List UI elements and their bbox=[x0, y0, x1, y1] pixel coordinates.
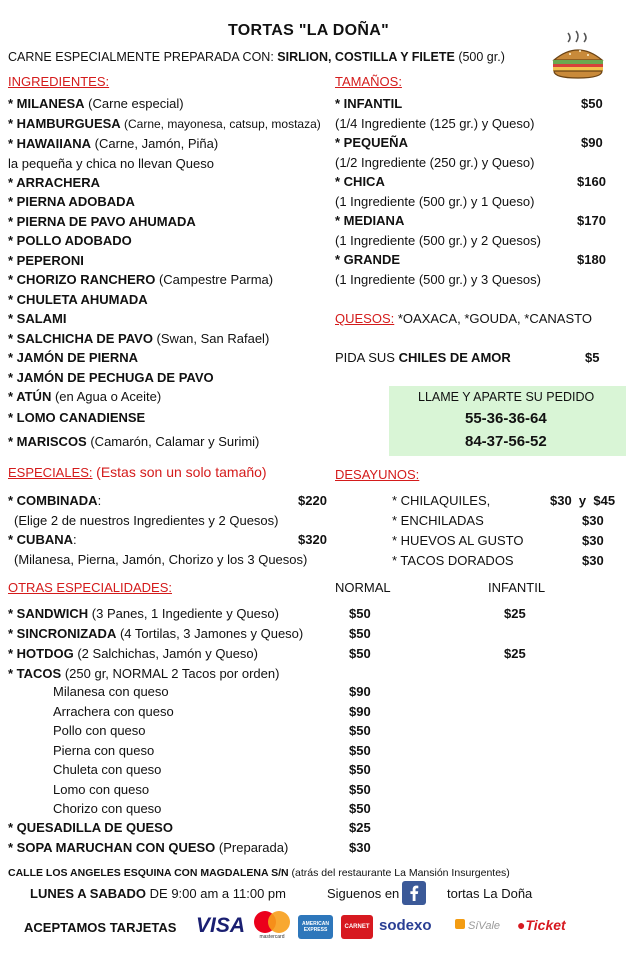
ingredient-note: (Carne, Jamón, Piña) bbox=[91, 136, 219, 151]
taco-name: Pierna con queso bbox=[53, 742, 155, 758]
size-description: (1/2 Ingrediente (250 gr.) y Queso) bbox=[335, 155, 535, 170]
otras-heading: OTRAS ESPECIALIDADES: bbox=[8, 580, 172, 595]
size-price: $180 bbox=[577, 252, 606, 267]
specialty-note: (Preparada) bbox=[215, 840, 289, 855]
breakfast-name: * ENCHILADAS bbox=[392, 513, 484, 528]
size-name: * PEQUEÑA bbox=[335, 135, 408, 150]
meat-prefix: CARNE ESPECIALMENTE PREPARADA CON: bbox=[8, 50, 278, 64]
hours-days: LUNES A SABADO bbox=[30, 886, 147, 901]
ingredient-name: * LOMO CANADIENSE bbox=[8, 410, 146, 425]
ingredientes-heading: INGREDIENTES: bbox=[8, 74, 110, 89]
specialty-name: * TACOS bbox=[8, 666, 62, 681]
ingredient-name: * JAMÓN DE PIERNA bbox=[8, 350, 139, 365]
specialty-name: * SOPA MARUCHAN CON QUESO bbox=[8, 840, 216, 855]
amex-text: AMERICAN EXPRESS bbox=[302, 921, 329, 933]
specialty-price-normal: $50 bbox=[349, 626, 371, 641]
taco-price: $50 bbox=[349, 781, 371, 797]
special-item bbox=[8, 532, 77, 547]
specialty-note: (4 Tortilas, 3 Jamones y Queso) bbox=[116, 626, 304, 641]
carnet-text: CARNET bbox=[344, 924, 370, 930]
mastercard-wordmark: mastercard bbox=[259, 934, 285, 940]
breakfast-name: * CHILAQUILES, bbox=[392, 493, 491, 508]
specialty-price-normal: $50 bbox=[349, 606, 371, 621]
especiales-heading: ESPECIALES: bbox=[8, 465, 93, 480]
ingredient-item bbox=[8, 214, 196, 229]
col-infantil-header: INFANTIL bbox=[488, 580, 546, 595]
specialty-item bbox=[8, 820, 173, 835]
taco-price: $50 bbox=[349, 801, 371, 816]
ingredient-name: * HAMBURGUESA bbox=[8, 116, 121, 131]
ingredient-note: (Campestre Parma) bbox=[155, 272, 274, 287]
special-colon: : bbox=[97, 493, 102, 508]
specialty-price-infantil: $25 bbox=[504, 606, 526, 621]
special-description: (Elige 2 de nuestros Ingredientes y 2 Quesos) bbox=[14, 513, 279, 528]
taco-name: Chuleta con queso bbox=[53, 762, 162, 777]
chiles-price: $5 bbox=[585, 350, 600, 365]
sivale-logo bbox=[455, 919, 500, 932]
ingredient-item bbox=[8, 370, 214, 385]
meat-cuts: SIRLION, COSTILLA Y FILETE bbox=[277, 50, 455, 64]
ingredient-name: * MARISCOS bbox=[8, 434, 87, 449]
special-description: (Milanesa, Pierna, Jamón, Chorizo y los 3 Quesos) bbox=[14, 552, 308, 567]
especiales-heading-line bbox=[8, 464, 267, 480]
quesos-heading: QUESOS: bbox=[335, 311, 395, 326]
specialty-item bbox=[8, 666, 279, 681]
ingredient-item bbox=[8, 175, 100, 190]
address bbox=[8, 867, 510, 879]
ingredient-name: * POLLO ADOBADO bbox=[8, 233, 132, 248]
breakfast-price: $30 bbox=[582, 553, 604, 568]
breakfast-price: $30 y $45 bbox=[550, 493, 616, 508]
ingredient-note: (Swan, San Rafael) bbox=[152, 331, 270, 346]
ingredient-name: * HAWAIIANA bbox=[8, 136, 92, 151]
cards-label: ACEPTAMOS TARJETAS bbox=[24, 920, 177, 935]
ingredient-item bbox=[8, 233, 132, 248]
size-name: * INFANTIL bbox=[335, 96, 403, 111]
size-description: (1 Ingrediente (500 gr.) y 3 Quesos) bbox=[335, 272, 541, 287]
quesos-list: *OAXACA, *GOUDA, *CANASTO bbox=[394, 311, 592, 326]
chiles-prefix: PIDA SUS bbox=[335, 350, 399, 365]
ingredient-item bbox=[8, 272, 273, 287]
ingredient-name: * JAMÓN DE PECHUGA DE PAVO bbox=[8, 370, 214, 385]
ingredient-note: (Camarón, Calamar y Surimi) bbox=[86, 434, 260, 449]
ingredient-item bbox=[8, 434, 259, 449]
size-description: (1/4 Ingrediente (125 gr.) y Queso) bbox=[335, 116, 535, 131]
special-colon: : bbox=[73, 532, 77, 547]
facebook-page-name[interactable]: tortas La Doña bbox=[447, 886, 533, 901]
special-name: * CUBANA bbox=[8, 532, 73, 547]
desayunos-heading: DESAYUNOS: bbox=[335, 467, 420, 482]
taco-name: Pollo con queso bbox=[53, 723, 146, 738]
specialty-note: (250 gr, NORMAL 2 Tacos por orden) bbox=[61, 666, 280, 681]
size-price: $170 bbox=[577, 213, 606, 228]
torta-sandwich-icon bbox=[550, 30, 606, 84]
taco-price: $50 bbox=[349, 742, 371, 758]
taco-name: Milanesa con queso bbox=[53, 684, 169, 699]
ingredient-name: * PIERNA DE PAVO AHUMADA bbox=[8, 214, 196, 229]
visa-logo: VISA bbox=[196, 914, 246, 937]
ingredient-note: (Carne, mayonesa, catsup, mostaza) bbox=[120, 117, 321, 131]
breakfast-price: $30 bbox=[582, 533, 604, 548]
specialty-name: * HOTDOG bbox=[8, 646, 74, 661]
taco-price: $50 bbox=[349, 723, 371, 738]
ingredient-name: * ARRACHERA bbox=[8, 175, 100, 190]
ingredient-item bbox=[8, 136, 218, 151]
special-price: $320 bbox=[298, 532, 327, 547]
ingredient-item bbox=[8, 194, 135, 209]
ingredient-item bbox=[8, 116, 321, 131]
ticket-dot-icon: ● bbox=[517, 917, 526, 933]
special-name: * COMBINADA bbox=[8, 493, 98, 508]
ingredient-item bbox=[8, 253, 84, 268]
ingredient-note: (Carne especial) bbox=[84, 96, 184, 111]
chiles-name: CHILES DE AMOR bbox=[398, 350, 511, 365]
facebook-icon[interactable] bbox=[402, 881, 426, 905]
quesos-line bbox=[335, 311, 592, 326]
specialty-item bbox=[8, 840, 288, 855]
specialty-name: * QUESADILLA DE QUESO bbox=[8, 820, 173, 835]
specialty-item bbox=[8, 626, 303, 641]
specialty-note: (2 Salchichas, Jamón y Queso) bbox=[73, 646, 258, 661]
chiles-line bbox=[335, 350, 511, 365]
size-description: (1 Ingrediente (500 gr.) y 1 Queso) bbox=[335, 194, 535, 209]
ticket-text: Ticket bbox=[525, 917, 566, 933]
size-price: $160 bbox=[577, 174, 606, 189]
carnet-logo bbox=[341, 915, 373, 939]
meat-weight: (500 gr.) bbox=[454, 50, 505, 64]
size-price: $50 bbox=[581, 96, 603, 111]
size-price: $90 bbox=[581, 135, 603, 150]
taco-name: Lomo con queso bbox=[53, 781, 150, 797]
address-note: (atrás del restaurante La Mansión Insurgentes) bbox=[288, 867, 510, 879]
special-item bbox=[8, 493, 101, 508]
special-price: $220 bbox=[298, 493, 327, 508]
taco-price: $50 bbox=[349, 762, 371, 777]
amex-logo bbox=[298, 915, 333, 939]
taco-price: $90 bbox=[349, 703, 371, 719]
page-title: TORTAS "LA DOÑA" bbox=[228, 22, 390, 39]
sivale-badge-icon bbox=[455, 919, 465, 929]
ingredient-item bbox=[8, 331, 269, 346]
specialty-note: (3 Panes, 1 Ingediente y Queso) bbox=[88, 606, 279, 621]
ingredient-item bbox=[8, 350, 138, 365]
specialty-name: * SANDWICH bbox=[8, 606, 89, 621]
ingredient-note: (en Agua o Aceite) bbox=[51, 389, 162, 404]
taco-name: Chorizo con queso bbox=[53, 801, 162, 816]
ticket-logo bbox=[517, 917, 566, 933]
specialty-price-normal: $25 bbox=[349, 820, 371, 835]
ingredient-item bbox=[8, 311, 67, 326]
ingredient-item bbox=[8, 389, 161, 404]
especiales-note: (Estas son un solo tamaño) bbox=[96, 464, 267, 480]
ingredient-name: * PEPERONI bbox=[8, 253, 84, 268]
size-name: * CHICA bbox=[335, 174, 385, 189]
ingredient-item bbox=[8, 292, 148, 307]
sodexo-logo: sodexo bbox=[379, 917, 432, 934]
size-name: * GRANDE bbox=[335, 252, 401, 267]
order-label: LLAME Y APARTE SU PEDIDO bbox=[418, 390, 595, 404]
ingredient-name: * SALAMI bbox=[8, 311, 67, 326]
phone-number-1[interactable]: 55-36-36-64 bbox=[465, 410, 547, 427]
ingredient-item bbox=[8, 96, 184, 111]
hours-time: DE 9:00 am a 11:00 pm bbox=[146, 886, 286, 901]
size-name: * MEDIANA bbox=[335, 213, 405, 228]
ingredient-name: * CHULETA AHUMADA bbox=[8, 292, 148, 307]
breakfast-name: * HUEVOS AL GUSTO bbox=[392, 533, 524, 548]
col-normal-header: NORMAL bbox=[335, 580, 391, 595]
ingredient-item bbox=[8, 410, 145, 425]
hours bbox=[30, 886, 286, 901]
specialty-name: * SINCRONIZADA bbox=[8, 626, 117, 641]
specialty-price-infantil: $25 bbox=[504, 646, 526, 661]
taco-name: Arrachera con queso bbox=[53, 703, 174, 719]
breakfast-name: * TACOS DORADOS bbox=[392, 553, 514, 568]
sivale-text: SíVale bbox=[468, 920, 501, 932]
meat-description bbox=[8, 50, 505, 64]
size-description: (1 Ingrediente (500 gr.) y 2 Quesos) bbox=[335, 233, 541, 248]
specialty-price-normal: $50 bbox=[349, 646, 371, 661]
phone-number-2[interactable]: 84-37-56-52 bbox=[465, 433, 547, 450]
ingredient-item bbox=[8, 156, 214, 171]
ingredient-name: * ATÚN bbox=[8, 389, 52, 404]
ingredient-name: * SALCHICHA DE PAVO bbox=[8, 331, 153, 346]
follow-label: Siguenos en bbox=[327, 886, 400, 901]
facebook-f-glyph bbox=[402, 881, 426, 905]
specialty-price-normal: $30 bbox=[349, 840, 371, 855]
ingredient-name: * CHORIZO RANCHERO bbox=[8, 272, 156, 287]
tamanos-heading: TAMAÑOS: bbox=[335, 74, 402, 89]
mastercard-logo bbox=[252, 911, 292, 941]
specialty-item bbox=[8, 606, 279, 621]
taco-price: $90 bbox=[349, 684, 371, 699]
ingredient-note: la pequeña y chica no llevan Queso bbox=[8, 156, 214, 171]
specialty-item bbox=[8, 646, 258, 661]
ingredient-name: * PIERNA ADOBADA bbox=[8, 194, 135, 209]
ingredient-name: * MILANESA bbox=[8, 96, 85, 111]
breakfast-price: $30 bbox=[582, 513, 604, 528]
address-street: CALLE LOS ANGELES ESQUINA CON MAGDALENA S/N bbox=[8, 867, 289, 879]
